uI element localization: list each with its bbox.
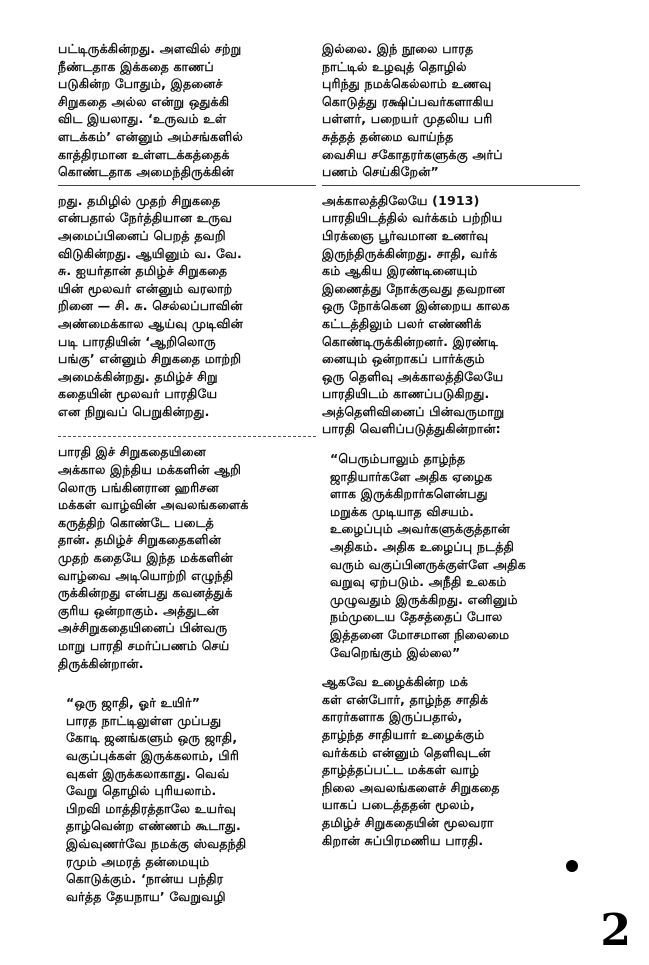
text-line: வைசிய சகோதரர்களுக்கு அர்ப் [322, 146, 503, 162]
right-quote-bharati [322, 450, 580, 661]
text-line: பாரதி இச் சிறுகதையினை [58, 444, 206, 460]
spacer [322, 661, 580, 673]
text-line: அக்காலத்திலேயே (1913) [322, 192, 480, 208]
text-line: படுகின்ற போதும், இதனைச் [58, 76, 223, 92]
text-line: காரர்களாக இருப்பதால், [322, 709, 463, 725]
text-line: “பெரும்பாலும் தாழ்ந்த [330, 451, 466, 467]
column-rule [58, 436, 316, 437]
text-line: மக்கள் வாழ்வின் அவலங்களைக் [58, 497, 249, 513]
text-line: றினை — சி. சு. செல்லப்பாவின் [58, 298, 243, 314]
text-line: புரிந்து நமக்கெல்லாம் உணவு [322, 76, 492, 92]
right-paragraph-4 [322, 673, 580, 849]
text-line: கொடுக்கும். ‘நான்ய பந்திர [66, 871, 224, 887]
spacer [58, 672, 316, 694]
text-line: வரும் வகுப்பினருக்குள்ளே அதிக [330, 556, 526, 572]
text-line: கட்டத்திலும் பலர் எண்ணிக் [322, 315, 482, 331]
column-rule [322, 185, 580, 186]
text-line: யாகப் படைத்ததன் மூலம், [322, 797, 475, 813]
text-line: சு. ஐயர்தான் தமிழ்ச் சிறுகதை [58, 263, 228, 279]
text-line: ளாக இருக்கிறார்களென்பது [330, 486, 488, 502]
text-line: நம்முடைய தேசத்தைப் போல [330, 609, 503, 625]
text-line: கம் ஆகிய இரண்டினையும் [322, 263, 478, 279]
text-line: வுகள் இருக்கலாகாது. வெவ் [66, 765, 230, 781]
text-line: வகுப்புக்கள் இருக்கலாம், பிரி [66, 747, 240, 763]
right-column [322, 40, 580, 849]
text-line: தாழ்வென்ற எண்ணம் கூடாது. [66, 818, 241, 834]
text-line: இணைத்து நோக்குவது தவறான [322, 280, 506, 296]
spacer [322, 438, 580, 450]
text-line: கள் என்போர், தாழ்ந்த சாதிக் [322, 691, 489, 707]
text-line: அண்மைக்கால ஆய்வு முடிவின் [58, 315, 243, 331]
text-line: பாரதியிடத்தில் வர்க்கம் பற்றிய [322, 210, 503, 226]
spacer [58, 420, 316, 432]
text-line: னையும் ஒன்றாகப் பார்க்கும் [322, 351, 485, 367]
text-line: றது. தமிழில் முதற் சிறுகதை [58, 192, 221, 208]
text-line: பாரத நாட்டிலுள்ள முப்பது [66, 712, 222, 728]
text-line: பங்கு’ என்னும் சிறுகதை மாற்றி [58, 351, 242, 367]
text-line: கொண்டதாக அமைந்திருக்கின் [58, 164, 234, 180]
text-line: அமைக்கின்றது. தமிழ்ச் சிறு [58, 368, 218, 384]
bullet-dot [566, 860, 578, 872]
text-line: இவ்வுணர்வே நமக்கு ஸ்வதந்தி [66, 835, 247, 851]
text-line: நீண்டதாக இக்கதை காணப் [58, 58, 214, 74]
text-line: பணம் செய்கிறேன்” [322, 164, 439, 180]
text-line: யின் மூலவர் என்னும் வரலாற் [58, 280, 233, 296]
left-quote-dedication [58, 694, 316, 905]
text-line: கிறான் சுப்பிரமணிய பாரதி. [322, 832, 484, 848]
text-line: திருக்கின்றான். [58, 655, 144, 671]
left-paragraph-3 [58, 443, 316, 672]
column-rule [58, 185, 316, 186]
left-paragraph-1 [58, 40, 316, 181]
text-line: வர்க்கம் என்னும் தெளிவுடன் [322, 744, 491, 760]
text-line: இத்தனை மோசமான நிலைமை [330, 627, 510, 642]
text-line: அச்சிறுகதையினைப் பின்வரு [58, 620, 228, 636]
text-line: நாட்டில் உழவுத் தொழில் [322, 58, 467, 74]
text-line: கருத்திற் கொண்டே படைத் [58, 514, 214, 530]
text-line: மாறு பாரதி சமர்ப்பணம் செய் [58, 638, 230, 653]
text-line: உழைப்பும் அவர்களுக்குத்தான் [330, 521, 510, 537]
text-line: ளடக்கம்’ என்னும் அம்சங்களில் [58, 128, 243, 144]
text-line: வறுவு ஏற்படும். அநீதி உலகம் [330, 574, 507, 590]
text-line: வாழ்வை அடியொற்றி எழுந்தி [58, 567, 234, 583]
text-line: விடுகின்றது. ஆயினும் வ. வே. [58, 245, 242, 261]
text-line: இல்லை. இந் நூலை பாரத [322, 41, 474, 56]
text-line: சிறுகதை அல்ல என்று ஒதுக்கி [58, 93, 230, 109]
text-line: தாழ்ந்த சாதியார் உழைக்கும் [322, 726, 485, 742]
text-line: தாழ்த்தப்பட்ட மக்கள் வாழ் [322, 762, 480, 778]
text-line: படி பாரதியின் ‘ஆறிலொரு [58, 333, 216, 349]
text-line: கதையின் மூலவர் பாரதியே [58, 386, 218, 402]
text-line: நிலை அவலங்களைச் சிறுகதை [322, 779, 500, 795]
text-line: பாரதி வெளிப்படுத்துகின்றான்: [322, 421, 501, 437]
text-line: “ஒரு ஜாதி, ஓர் உயிர்” [66, 695, 201, 711]
left-paragraph-2 [58, 192, 316, 421]
text-line: பாரதியிடம் காணப்படுகிறது. [322, 386, 490, 402]
text-line: வர்த்த தேயநாய’ வேறுவழி [66, 888, 226, 904]
text-line: ஒரு நோக்கென இன்றைய காலக [322, 298, 510, 314]
page-number: 2 [600, 905, 631, 956]
text-line: பிறவி மாத்திரத்தாலே உயர்வு [66, 800, 237, 816]
text-line: குரிய ஒன்றாகும். அத்துடன் [58, 602, 220, 618]
right-paragraph-1 [322, 40, 580, 181]
text-line: காத்திரமான உள்ளடக்கத்தைக் [58, 146, 230, 162]
text-line: தமிழ்ச் சிறுகதையின் மூலவரா [322, 814, 494, 830]
text-line: பட்டிருக்கின்றது. அளவில் சற்று [58, 41, 242, 56]
text-line: மறுக்க முடியாத விசயம். [330, 503, 475, 519]
text-line: அமைப்பினைப் பெறத் தவறி [58, 227, 226, 243]
text-line: பிரக்ஞை பூர்வமான உணர்வு [322, 227, 489, 243]
text-line: ரமும் அமரத் தன்மையும் [66, 853, 210, 869]
text-line: சுத்தத் தன்மை வாய்ந்த [322, 128, 454, 144]
right-paragraph-2 [322, 192, 580, 438]
text-line: அத்தெளிவினைப் பின்வருமாறு [322, 403, 505, 419]
text-line: ஆகவே உழைக்கின்ற மக் [322, 674, 469, 690]
text-line: தான். தமிழ்ச் சிறுகதைகளின் [58, 532, 222, 548]
text-line: என நிறுவப் பெறுகின்றது. [58, 403, 210, 419]
text-line: இருந்திருக்கின்றது. சாதி, வர்க் [322, 245, 498, 261]
text-line: லொரு பங்கினரான ஹரிசன [58, 479, 219, 495]
text-line: ஒரு தெளிவு அக்காலத்திலேயே [322, 368, 504, 384]
text-line: அக்கால இந்திய மக்களின் ஆறி [58, 462, 242, 478]
text-line: பள்ளர், பறையர் முதலிய பரி [322, 111, 493, 127]
text-line: கொண்டிருக்கின்றனர். இரண்டி [322, 333, 498, 349]
text-line: கோடி ஜனங்களும் ஒரு ஜாதி, [66, 730, 238, 746]
text-line: ஜாதியார்களே அதிக ஏழைக [330, 468, 493, 484]
left-column [58, 40, 316, 905]
text-line: வேறெங்கும் இல்லை” [330, 644, 461, 660]
text-line: விட இயலாது. ‘உருவம் உள் [58, 111, 227, 127]
text-line: என்பதால் நேர்த்தியான உருவ [58, 210, 233, 226]
text-line: ருக்கின்றது என்பது கவனத்துக் [58, 585, 233, 601]
text-line: கொடுத்து ரக்ஷிப்பவர்களாகிய [322, 93, 494, 109]
text-line: வேறு தொழில் புரியலாம். [66, 783, 217, 799]
text-line: முதற் கதையே இந்த மக்களின் [58, 550, 233, 566]
text-line: அதிகம். அதிக உழைப்பு நடத்தி [330, 539, 515, 555]
text-line: முழுவதும் இருக்கிறது. எனினும் [330, 591, 518, 607]
